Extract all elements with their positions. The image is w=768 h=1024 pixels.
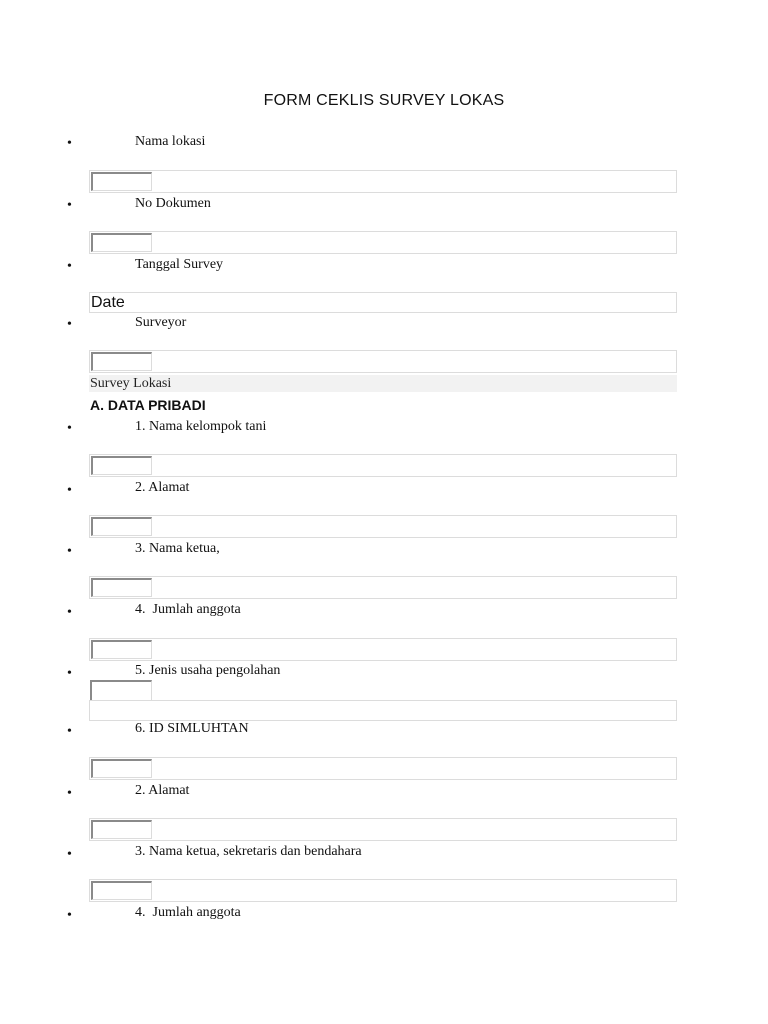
date-input-text[interactable]: Date: [91, 294, 125, 311]
item-field[interactable]: [89, 515, 677, 538]
form-title: FORM CEKLIS SURVEY LOKAS: [263, 92, 505, 109]
bullet: •: [67, 198, 72, 213]
item-label: 2. Alamat: [135, 480, 190, 495]
bullet: •: [67, 544, 72, 559]
no-dokumen-field[interactable]: [89, 231, 677, 254]
item-label: 4. Jumlah anggota: [135, 602, 241, 617]
bullet: •: [67, 666, 72, 681]
item-field[interactable]: [89, 454, 677, 477]
item-input[interactable]: [90, 680, 152, 702]
bullet: •: [67, 421, 72, 436]
item-input[interactable]: [91, 578, 152, 597]
bullet: •: [67, 605, 72, 620]
bullet: •: [67, 136, 72, 151]
label-no-dokumen: No Dokumen: [135, 196, 211, 211]
item-label: 6. ID SIMLUHTAN: [135, 721, 249, 736]
item-label: 4. Jumlah anggota: [135, 905, 241, 920]
surveyor-field[interactable]: [89, 350, 677, 373]
nama-lokasi-input[interactable]: [91, 172, 152, 191]
item-input[interactable]: [91, 759, 152, 778]
item-input[interactable]: [91, 881, 152, 900]
section-bar: [89, 375, 677, 392]
item-field[interactable]: [89, 576, 677, 599]
item-label: 1. Nama kelompok tani: [135, 419, 267, 434]
bullet: •: [67, 908, 72, 923]
label-tanggal-survey: Tanggal Survey: [135, 257, 224, 272]
item-input[interactable]: [91, 517, 152, 536]
label-nama-lokasi: Nama lokasi: [135, 134, 206, 149]
surveyor-input[interactable]: [91, 352, 152, 371]
item-label: 3. Nama ketua, sekretaris dan bendahara: [135, 844, 362, 859]
section-label: Survey Lokasi: [90, 376, 172, 391]
date-field[interactable]: [89, 292, 677, 313]
item-label: 5. Jenis usaha pengolahan: [135, 663, 281, 678]
item-label: 2. Alamat: [135, 783, 190, 798]
item-field[interactable]: [89, 700, 677, 721]
item-field[interactable]: [89, 757, 677, 780]
nama-lokasi-field[interactable]: [89, 170, 677, 193]
bullet: •: [67, 483, 72, 498]
bullet: •: [67, 259, 72, 274]
bullet: •: [67, 724, 72, 739]
bullet: •: [67, 786, 72, 801]
item-field[interactable]: [89, 879, 677, 902]
no-dokumen-input[interactable]: [91, 233, 152, 252]
bullet: •: [67, 847, 72, 862]
item-input[interactable]: [91, 820, 152, 839]
label-surveyor: Surveyor: [135, 315, 187, 330]
item-label: 3. Nama ketua,: [135, 541, 220, 556]
item-input[interactable]: [91, 640, 152, 659]
item-field[interactable]: [89, 818, 677, 841]
item-field[interactable]: [89, 638, 677, 661]
bullet: •: [67, 317, 72, 332]
item-input[interactable]: [91, 456, 152, 475]
section-heading: A. DATA PRIBADI: [90, 397, 206, 413]
